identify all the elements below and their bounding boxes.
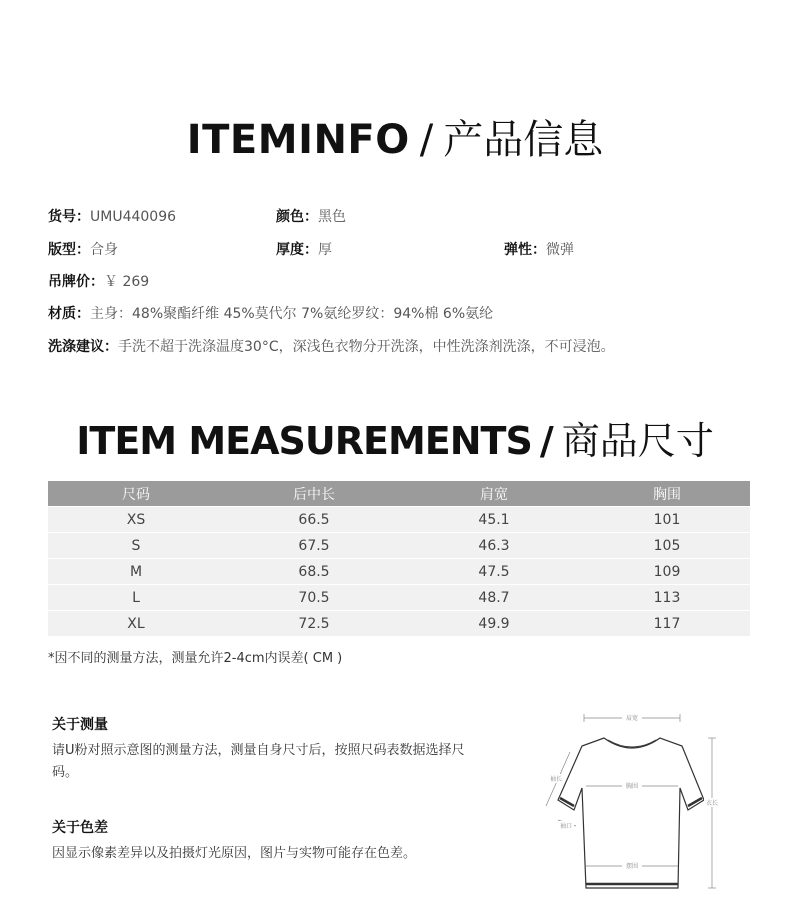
item-info-heading-cn: 产品信息 — [443, 117, 604, 163]
fit — [48, 239, 118, 259]
measurement-note: *因不同的测量方法，测量允许2-4cm内误差( CM ) — [48, 651, 343, 666]
table-cell: 70.5 — [298, 589, 330, 606]
heading-slash: / — [539, 419, 554, 463]
table-header-cell: 胸围 — [653, 486, 681, 503]
material — [48, 303, 493, 323]
table-cell: 68.5 — [298, 563, 330, 580]
tshirt-measurement-diagram — [530, 700, 730, 900]
table-cell: XL — [127, 615, 145, 632]
elasticity — [504, 239, 574, 259]
cuff-label: 袖口 — [559, 823, 573, 830]
table-row — [48, 611, 750, 637]
fit-value: 合身 — [90, 242, 118, 258]
table-row — [48, 533, 750, 559]
table-cell: 66.5 — [298, 511, 330, 528]
table-cell: 113 — [653, 589, 681, 606]
table-cell: S — [131, 537, 141, 554]
chest-label: 胸围 — [625, 783, 639, 790]
table-cell: M — [129, 563, 143, 580]
color-label: 颜色： — [276, 209, 318, 225]
item-number-value: UMU440096 — [90, 209, 177, 225]
about-measure-text: 请U粉对照示意图的测量方法，测量自身尺寸后，按照尺码表数据选择尺码。 — [52, 743, 465, 780]
table-cell: 46.3 — [478, 537, 510, 554]
table-row — [48, 585, 750, 611]
table-cell: 48.7 — [478, 589, 510, 606]
about-color-text: 因显示像素差异以及拍摄灯光原因，图片与实物可能存在色差。 — [52, 846, 417, 861]
table-header-row — [48, 481, 750, 507]
table-cell: XS — [126, 511, 146, 528]
item-info-heading-en: ITEMINFO — [186, 117, 410, 163]
heading-slash: / — [419, 117, 434, 163]
item-number — [48, 206, 176, 226]
length-label: 衣长 — [705, 800, 719, 807]
tag-price-label: 吊牌价： — [48, 274, 104, 290]
thickness-value: 厚 — [318, 242, 332, 258]
elasticity-value: 微弹 — [546, 242, 574, 258]
table-row — [48, 559, 750, 585]
care-instructions — [48, 336, 615, 356]
material-value: 主身：48%聚酯纤维 45%莫代尔 7%氨纶罗纹：94%棉 6%氨纶 — [90, 306, 494, 322]
tshirt-collar-icon — [608, 740, 656, 747]
table-cell: 117 — [653, 615, 681, 632]
elasticity-label: 弹性： — [504, 242, 546, 258]
color-value: 黑色 — [318, 209, 346, 225]
about-measure-title: 关于测量 — [52, 717, 108, 733]
table-header-cell: 尺码 — [122, 486, 150, 503]
table-cell: 67.5 — [298, 537, 330, 554]
table-header-cell: 肩宽 — [480, 486, 508, 503]
table-cell: 45.1 — [478, 511, 510, 528]
table-cell: 109 — [653, 563, 681, 580]
item-number-label: 货号： — [48, 209, 90, 225]
material-label: 材质： — [48, 306, 90, 322]
table-header-cell: 后中长 — [293, 486, 335, 503]
fit-label: 版型： — [48, 242, 90, 258]
about-color-title: 关于色差 — [52, 820, 108, 836]
thickness-label: 厚度： — [276, 242, 318, 258]
item-info-heading — [0, 108, 790, 165]
hem-label: 摆围 — [625, 863, 639, 870]
table-cell: 49.9 — [478, 615, 510, 632]
item-measurements-heading — [0, 410, 790, 465]
table-cell: 101 — [653, 511, 681, 528]
table-row — [48, 507, 750, 533]
table-cell: 105 — [653, 537, 681, 554]
item-measurements-heading-cn: 商品尺寸 — [561, 419, 714, 463]
table-cell: 72.5 — [298, 615, 330, 632]
tag-price — [48, 271, 149, 291]
item-measurements-heading-en: ITEM MEASUREMENTS — [76, 419, 532, 463]
care-label: 洗涤建议： — [48, 339, 118, 355]
care-value: 手洗不超于洗涤温度30°C，深浅色衣物分开洗涤，中性洗涤剂洗涤，不可浸泡。 — [118, 339, 615, 355]
table-cell: L — [132, 589, 140, 606]
color — [276, 206, 346, 226]
size-table — [48, 481, 750, 637]
sleeve-label: 袖长 — [549, 776, 563, 783]
table-cell: 47.5 — [478, 563, 510, 580]
tag-price-value: ￥ 269 — [104, 274, 150, 290]
shoulder-label: 肩宽 — [625, 715, 639, 722]
thickness — [276, 239, 332, 259]
